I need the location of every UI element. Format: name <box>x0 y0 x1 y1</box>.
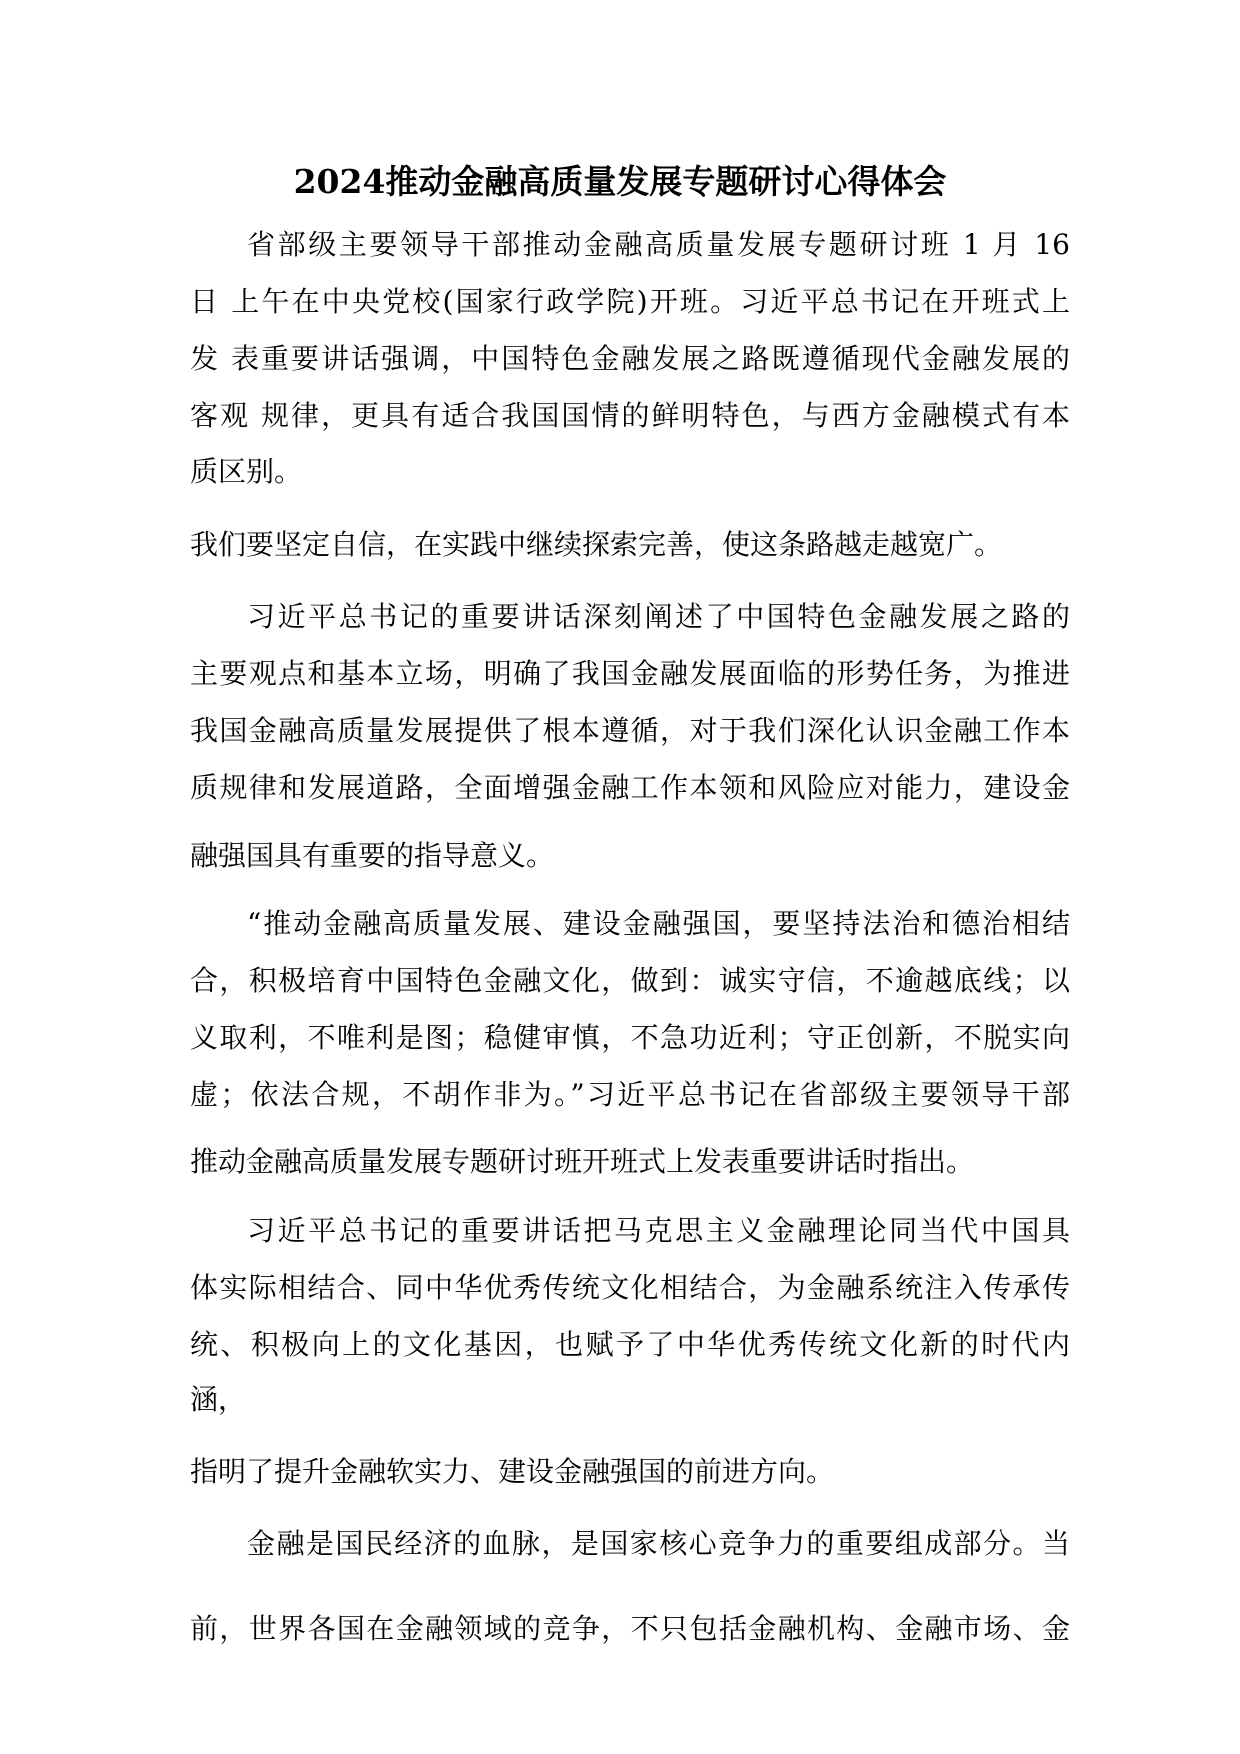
paragraph-line: 前，世界各国在金融领域的竞争，不只包括金融机构、金融市场、金 <box>190 1612 1070 1645</box>
paragraph-line: 我们要坚定自信，在实践中继续探索完善，使这条路越走越宽广。 <box>190 528 1003 561</box>
document-title: 2024推动金融高质量发展专题研讨心得体会 <box>293 162 947 201</box>
paragraph-line: 习近平总书记的重要讲话把马克思主义金融理论同当代中国具 <box>247 1214 1070 1247</box>
paragraph-line: 统、积极向上的文化基因，也赋予了中华优秀传统文化新的时代内 <box>190 1328 1070 1361</box>
paragraph-line: 涵， <box>190 1383 247 1416</box>
paragraph-line: 推动金融高质量发展专题研讨班开班式上发表重要讲话时指出。 <box>190 1145 975 1178</box>
paragraph-line: 习近平总书记的重要讲话深刻阐述了中国特色金融发展之路的 <box>247 600 1070 633</box>
paragraph-line: 虚；依法合规，不胡作非为。”习近平总书记在省部级主要领导干部 <box>190 1078 1070 1111</box>
paragraph-line: 指明了提升金融软实力、建设金融强国的前进方向。 <box>190 1455 835 1488</box>
paragraph-line: 金融是国民经济的血脉，是国家核心竞争力的重要组成部分。当 <box>247 1527 1070 1560</box>
paragraph-line: 体实际相结合、同中华优秀传统文化相结合，为金融系统注入传承传 <box>190 1271 1070 1304</box>
paragraph-line: 合，积极培育中国特色金融文化，做到：诚实守信，不逾越底线；以 <box>190 964 1070 997</box>
paragraph-line: 我国金融高质量发展提供了根本遵循，对于我们深化认识金融工作本 <box>190 714 1070 747</box>
paragraph-line: 质区别。 <box>190 455 303 488</box>
paragraph-line: 质规律和发展道路，全面增强金融工作本领和风险应对能力，建设金 <box>190 771 1070 804</box>
paragraph-line: 省部级主要领导干部推动金融高质量发展专题研讨班 1 月 16 <box>247 228 1070 261</box>
paragraph-line: “推动金融高质量发展、建设金融强国，要坚持法治和德治相结 <box>247 907 1070 940</box>
paragraph-line: 日 上午在中央党校(国家行政学院)开班。习近平总书记在开班式上 <box>190 285 1070 318</box>
paragraph-line: 义取利，不唯利是图；稳健审慎，不急功近利；守正创新，不脱实向 <box>190 1021 1070 1054</box>
paragraph-line: 发 表重要讲话强调，中国特色金融发展之路既遵循现代金融发展的 <box>190 342 1070 375</box>
paragraph-line: 客观 规律，更具有适合我国国情的鲜明特色，与西方金融模式有本 <box>190 399 1070 432</box>
paragraph-line: 融强国具有重要的指导意义。 <box>190 839 555 872</box>
paragraph-line: 主要观点和基本立场，明确了我国金融发展面临的形势任务，为推进 <box>190 657 1070 690</box>
